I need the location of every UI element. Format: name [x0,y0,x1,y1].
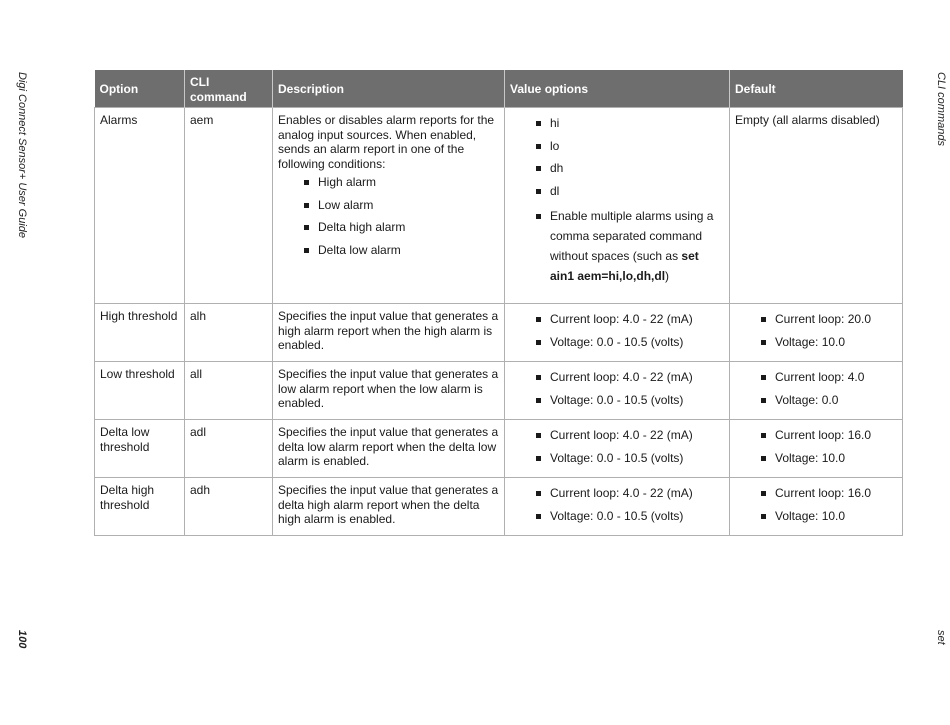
table-row [95,304,903,362]
option-cell: Delta low threshold [95,420,185,478]
header-description: Description [273,70,505,108]
table-row [95,420,903,478]
multi-alarm-close: ) [665,269,670,283]
multi-alarm-text: Enable multiple alarms using a comma separated command without spaces (such as [550,209,714,263]
description-cell: Specifies the input value that generates a low alarm report when the low alarm is enabled. [273,362,505,420]
description-cell: Specifies the input value that generates a high alarm report when the high alarm is enabled. [273,304,505,362]
description-text: Enables or disables alarm reports for the analog input sources. When enabled, sends an alarm report in one of the following conditions: [278,113,495,171]
header-default: Default [730,70,903,108]
options-table [94,70,903,536]
table-row [95,362,903,420]
option-cell: Delta high threshold [95,478,185,536]
list-item: Delta low alarm [300,243,499,258]
cli-cell: alh [185,304,273,362]
list-item: Current loop: 16.0 [757,486,897,501]
default-cell [730,362,903,420]
section-title: CLI commands [935,72,947,146]
header-option: Option [95,70,185,108]
example-command: set ain1 aem=hi,lo,dh,dl [550,249,699,283]
value-list [510,370,724,407]
list-item: Voltage: 0.0 - 10.5 (volts) [532,509,724,524]
list-item: Voltage: 0.0 - 10.5 (volts) [532,393,724,408]
description-cell [273,108,505,304]
page-number: 100 [16,630,28,649]
list-item: Current loop: 20.0 [757,312,897,327]
list-item: Current loop: 4.0 - 22 (mA) [532,370,724,385]
list-item: Current loop: 4.0 - 22 (mA) [532,428,724,443]
list-item: Current loop: 16.0 [757,428,897,443]
header-value-options: Value options [505,70,730,108]
table-row [95,108,903,304]
list-item: dh [532,161,724,176]
list-item: dl [532,184,724,199]
list-item: Current loop: 4.0 - 22 (mA) [532,486,724,501]
value-options-cell [505,362,730,420]
header-cli-command: CLI command [185,70,273,108]
default-cell [730,304,903,362]
default-list [735,486,897,523]
table-row [95,478,903,536]
value-options-cell [505,108,730,304]
list-item: Low alarm [300,198,499,213]
list-item: lo [532,139,724,154]
default-list [735,370,897,407]
list-item: Current loop: 4.0 [757,370,897,385]
value-list [510,312,724,349]
list-item: Voltage: 10.0 [757,509,897,524]
default-cell [730,420,903,478]
value-list [510,428,724,465]
value-list [510,116,724,286]
list-item: High alarm [300,175,499,190]
option-cell: Alarms [95,108,185,304]
cli-cell: aem [185,108,273,304]
default-cell [730,478,903,536]
list-item: hi [532,116,724,131]
list-item: Delta high alarm [300,220,499,235]
condition-list [278,175,499,257]
list-item: Current loop: 4.0 - 22 (mA) [532,312,724,327]
cli-cell: adl [185,420,273,478]
option-cell: High threshold [95,304,185,362]
value-options-cell [505,420,730,478]
default-list [735,428,897,465]
list-item: Voltage: 10.0 [757,451,897,466]
list-item: Voltage: 0.0 - 10.5 (volts) [532,451,724,466]
value-options-cell [505,304,730,362]
list-item [532,206,724,286]
list-item: Voltage: 0.0 - 10.5 (volts) [532,335,724,350]
option-cell: Low threshold [95,362,185,420]
value-options-cell [505,478,730,536]
command-name: set [935,630,947,645]
description-cell: Specifies the input value that generates a delta low alarm report when the delta low alarm is enabled. [273,420,505,478]
guide-title: Digi Connect Sensor+ User Guide [16,72,28,238]
value-list [510,486,724,523]
default-cell: Empty (all alarms disabled) [730,108,903,304]
list-item: Voltage: 0.0 [757,393,897,408]
cli-cell: adh [185,478,273,536]
list-item: Voltage: 10.0 [757,335,897,350]
default-list [735,312,897,349]
table-header-row [95,70,903,108]
description-cell: Specifies the input value that generates a delta high alarm report when the delta high alarm is enabled. [273,478,505,536]
cli-cell: all [185,362,273,420]
